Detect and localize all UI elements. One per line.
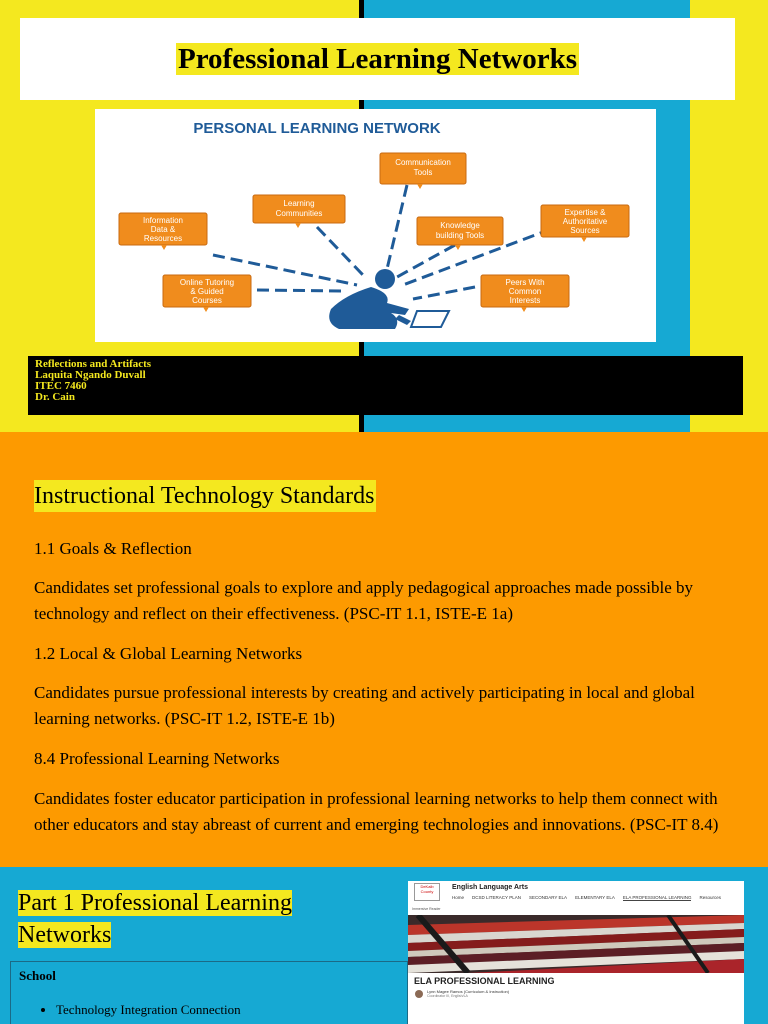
personal-learning-network-diagram: [95, 109, 656, 342]
node-peers-common-interests: [481, 275, 569, 312]
part1-section: [0, 867, 768, 1024]
svg-text:Online Tutoring: Online Tutoring: [179, 278, 235, 287]
svg-text:Courses: Courses: [192, 296, 222, 305]
svg-text:& Guided: & Guided: [190, 287, 224, 296]
svg-text:Authoritative: Authoritative: [562, 217, 608, 226]
svg-text:Interests: Interests: [509, 296, 541, 305]
svg-text:Common: Common: [508, 287, 542, 296]
cover-section: [0, 0, 768, 432]
svg-text:Learning: Learning: [283, 199, 315, 208]
ela-site-title: English Language Arts: [452, 884, 528, 891]
info-line-reflections: Reflections and Artifacts: [35, 358, 152, 370]
svg-text:Sources: Sources: [570, 226, 600, 235]
nav-elementary-ela: ELEMENTARY ELA: [575, 895, 615, 900]
immersive-reader-link: Immersive Reader: [412, 907, 441, 911]
node-communication-tools: [380, 153, 466, 189]
nav-secondary-ela: SECONDARY ELA: [528, 895, 568, 900]
svg-text:Knowledge: Knowledge: [440, 221, 480, 230]
diagram-heading: PERSONAL LEARNING NETWORK: [193, 120, 441, 137]
node-knowledge-building-tools: [417, 217, 503, 250]
author-info-box: [28, 356, 743, 415]
standard-1-2-title: 1.2 Local & Global Learning Networks: [34, 644, 303, 663]
ela-website-screenshot: [408, 881, 744, 1024]
svg-text:Data &: Data &: [150, 225, 176, 234]
svg-text:Communication: Communication: [395, 158, 451, 167]
school-label: School: [19, 968, 56, 983]
standards-section: [0, 432, 768, 867]
svg-text:Information: Information: [142, 216, 184, 225]
svg-text:building Tools: building Tools: [435, 231, 485, 240]
ela-author-role: Coordinator III, English/LA: [427, 994, 468, 998]
list-item: • Technology Integration Connection: [56, 1002, 399, 1018]
info-line-course: ITEC 7460: [35, 380, 87, 392]
svg-text:Expertise &: Expertise &: [564, 208, 606, 217]
file-folders-banner: [408, 915, 744, 973]
avatar: [415, 990, 423, 998]
standard-8-4-title: 8.4 Professional Learning Networks: [34, 749, 280, 768]
node-learning-communities: [253, 195, 345, 228]
ela-site-header: [408, 881, 744, 915]
school-box: [10, 961, 408, 1024]
standard-1-1-body: Candidates set professional goals to explore and apply pedagogical approaches made possible by technology and reflect on their effectiveness. (PSC-IT 1.1, ISTE-E 1a): [34, 578, 694, 623]
ela-banner-image: [408, 915, 744, 973]
svg-text:Peers With: Peers With: [505, 278, 545, 287]
ela-page-header: [408, 973, 744, 1024]
standard-8-4-body: Candidates foster educator participation in professional learning networks to help them connect with other educators and stay abreast of current and emerging technologies and innovations. (PSC-IT 8.4): [34, 789, 719, 834]
district-logo: DeKalb County: [414, 883, 440, 901]
svg-text:Communities: Communities: [275, 209, 323, 218]
school-bullet-list: [19, 1002, 399, 1018]
svg-text:Resources: Resources: [143, 234, 183, 243]
node-online-tutoring-guided-courses: [163, 275, 251, 312]
part1-heading-line1: Part 1 Professional Learning: [18, 890, 292, 916]
standards-heading: Instructional Technology Standards: [34, 480, 376, 512]
info-line-author: Laquita Ngando Duvall: [35, 369, 146, 381]
part1-heading-line2: Networks: [18, 922, 112, 948]
nav-literacy-plan: DCSD LITERACY PLAN: [472, 895, 521, 900]
ela-author-name: Lynn Magee Ramos (Curriculum & Instruction): [427, 989, 510, 994]
nav-resources: Resources: [699, 895, 721, 900]
title-card: [20, 18, 735, 100]
ela-page-title: ELA PROFESSIONAL LEARNING: [414, 976, 555, 986]
standard-1-2-body: Candidates pursue professional interests by creating and actively participating in local and global learning networks. (PSC-IT 1.2, ISTE-E 1b): [34, 683, 695, 728]
svg-text:Tools: Tools: [413, 168, 433, 177]
pln-diagram-svg: [95, 109, 656, 342]
person-with-laptop-icon: [329, 269, 449, 329]
nav-ela-professional-learning: ELA PROFESSIONAL LEARNING: [622, 895, 692, 900]
node-expertise-authoritative-sources: [541, 205, 629, 242]
page-title: Professional Learning Networks: [177, 43, 577, 75]
part1-heading: [18, 887, 378, 951]
info-line-instructor: Dr. Cain: [35, 391, 75, 403]
standard-1-1-title: 1.1 Goals & Reflection: [34, 539, 192, 558]
ela-site-nav: [452, 895, 721, 901]
nav-home: Home: [452, 895, 465, 900]
node-information-data-resources: [119, 213, 207, 250]
